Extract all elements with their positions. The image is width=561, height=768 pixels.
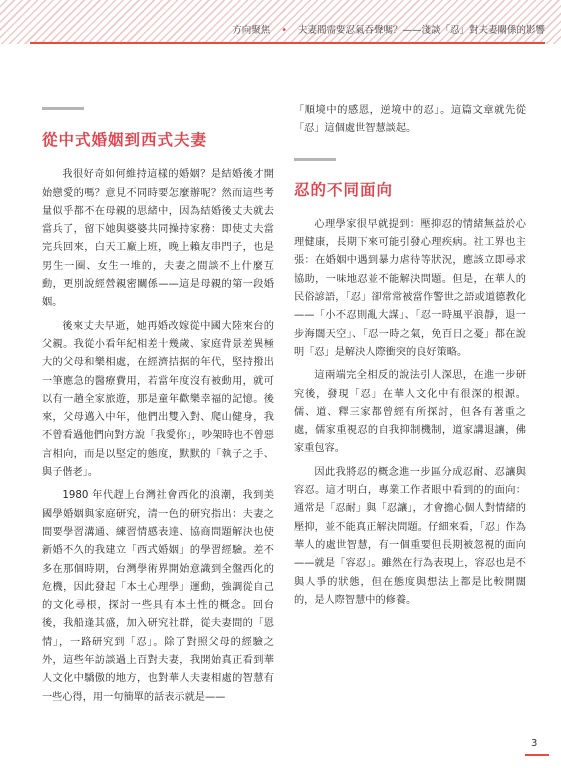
paragraph-continued: 「順境中的感恩，逆境中的忍」。這篇文章就先從「忍」這個處世智慧談起。 — [294, 105, 526, 135]
page-number: 3 — [531, 738, 538, 749]
paragraph: 因此我將忍的概念進一步區分成忍耐、忍讓與容忍。這才明白，專業工作者眼中看到的的面向：通常是「忍耐」與「忍讓」，才會擔心個人對情緒的壓抑，並不能真正解決問題。仔細來看，「忍」作為華人的處世智慧，有一個重要但長期被忽視的面向——就是「容忍」。雖然在行為表現上，容忍也是不與人爭的狀態，但在態度與想法上都是比較開闊的，是人際智慧中的修養。 — [294, 466, 526, 606]
section-heading-western: 從中式婚姻到西式夫妻 — [42, 131, 208, 149]
page-number-rule — [525, 754, 549, 756]
paragraph: 這兩端完全相反的說法引人深思，在進一步研究後，發現「忍」在華人文化中有很深的根源。儒、道、釋三家都曾經有所探討，但各有著重之處，儒家重視忍的自我抑制機制，道家講退讓，佛家重包容。 — [294, 370, 526, 455]
right-column — [294, 0, 526, 615]
paragraph: 後來丈夫早逝，她再婚改嫁從中國大陸來台的父親。我從小看年紀相差十幾歲、家庭背景差異極大的父母和樂相處，在經濟拮据的年代，堅持撥出一筆應急的醫療費用，若當年度沒有被動用，就可以有一趟全家旅遊，那是童年歡樂幸福的記憶。後來，父母邁入中年，他們出雙入對、爬山健身，我不曾看過他們向對方說「我愛你」，吵架時也不曾惡言相向，而是以堅定的態度，默默的「執子之手、與子偕老」。 — [42, 320, 274, 479]
paragraph: 我很好奇如何維持這樣的婚姻？是結婚後才開始戀愛的嗎？意見不同時要怎麼辦呢？然而這些考量似乎都不在母親的思緒中，因為結婚後丈夫就去當兵了，留下她與婆婆共同操持家務：即使丈夫當完兵回來，白天工廠上班，晚上賴友串門子，也是男生一圈、女生一堆的，夫妻之間談不上什麼互動，更別說經營親密關係——這是母親的第一段婚姻。 — [42, 169, 274, 309]
header-section: 方向聚焦 — [232, 25, 271, 36]
paragraph: 1980 年代趕上台灣社會西化的浪潮，我到美國學婚姻與家庭研究，清一色的研究指出：夫妻之間要學習溝通、練習情感表達、協商問題解決也使新婚不久的我建立「西式婚姻」的學習經驗。差不多在那個時期，台灣學術界開始意識到全盤西化的危機，因此發起「本土心理學」運動，強調從自己的文化尋根，探討一些具有本土性的概念。回台後，我船逢其盛，加入研究社群，從夫妻間的「恩情」，一路研究到「忍」。除了對照父母的經驗之外，這些年訪談過上百對夫妻，我開始真正看到華人文化中驕傲的地方，也對華人夫妻相處的智慧有一些心得，用一句簡單的話表示就是—— — [42, 490, 274, 703]
header-title: 夫妻間需要忍氣吞聲嗎？——淺談「忍」對夫妻關係的影響 — [297, 25, 545, 36]
section-heading-forbearance: 忍的不同面向 — [294, 180, 394, 199]
header-bullet: • — [281, 25, 287, 36]
left-column — [42, 0, 274, 712]
paragraph: 心理學家很早就提到：壓抑忍的情緒無益於心理健康，長期下來可能引發心理疾病。社工界也主張：在婚姻中遇到暴力虐待等狀況，應該立即尋求協助，一味地忍並不能解決問題。但是，在華人的民俗諺語，「忍」卻常常被當作警世之語或道德教化——「小不忍則亂大謀」、「忍一時風平浪靜，退一步海闊天空」、「忍一時之氣，免百日之憂」都在說明「忍」是解決人際衝突的良好策略。 — [294, 218, 526, 358]
